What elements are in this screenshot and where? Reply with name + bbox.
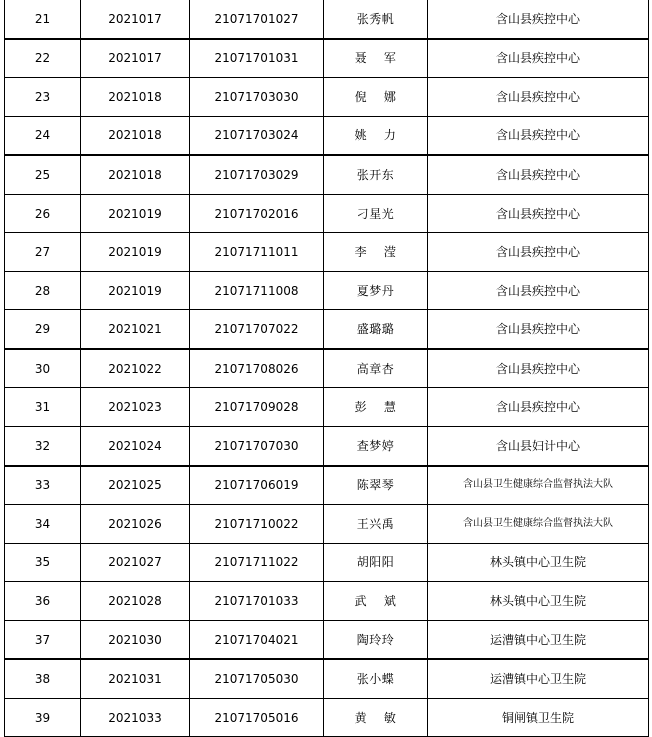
cell-exam-number: 21071707022 — [190, 310, 324, 349]
cell-unit: 含山县妇计中心 — [428, 427, 649, 466]
cell-exam-number: 21071710022 — [190, 505, 324, 544]
cell-exam-number: 21071703029 — [190, 155, 324, 194]
cell-exam-number: 21071709028 — [190, 388, 324, 427]
cell-position-code: 2021033 — [81, 698, 190, 737]
cell-exam-number: 21071705030 — [190, 659, 324, 698]
cell-no: 30 — [5, 349, 81, 388]
cell-unit: 含山县卫生健康综合监督执法大队 — [428, 466, 649, 505]
cell-unit: 含山县疾控中心 — [428, 271, 649, 310]
cell-unit: 林头镇中心卫生院 — [428, 543, 649, 582]
cell-unit: 含山县疾控中心 — [428, 194, 649, 233]
table-row — [5, 698, 649, 737]
cell-unit: 林头镇中心卫生院 — [428, 582, 649, 621]
cell-exam-number: 21071705016 — [190, 698, 324, 737]
cell-exam-number: 21071707030 — [190, 427, 324, 466]
cell-position-code: 2021018 — [81, 155, 190, 194]
table-row — [5, 310, 649, 349]
cell-exam-number: 21071701027 — [190, 0, 324, 39]
cell-position-code: 2021031 — [81, 659, 190, 698]
cell-position-code: 2021017 — [81, 0, 190, 39]
cell-exam-number: 21071702016 — [190, 194, 324, 233]
cell-unit: 含山县疾控中心 — [428, 349, 649, 388]
cell-position-code: 2021019 — [81, 271, 190, 310]
cell-position-code: 2021024 — [81, 427, 190, 466]
cell-no: 36 — [5, 582, 81, 621]
cell-unit: 含山县疾控中心 — [428, 0, 649, 39]
cell-name: 盛璐璐 — [324, 310, 428, 349]
table-row — [5, 271, 649, 310]
table-row — [5, 0, 649, 39]
cell-no: 34 — [5, 505, 81, 544]
cell-name: 倪 娜 — [324, 78, 428, 117]
table-row — [5, 427, 649, 466]
cell-exam-number: 21071708026 — [190, 349, 324, 388]
cell-position-code: 2021028 — [81, 582, 190, 621]
cell-name: 夏梦丹 — [324, 271, 428, 310]
table-row — [5, 116, 649, 155]
cell-exam-number: 21071711008 — [190, 271, 324, 310]
cell-no: 38 — [5, 659, 81, 698]
cell-unit: 含山县疾控中心 — [428, 39, 649, 78]
cell-no: 22 — [5, 39, 81, 78]
cell-name: 张小蝶 — [324, 659, 428, 698]
cell-exam-number: 21071703030 — [190, 78, 324, 117]
cell-position-code: 2021022 — [81, 349, 190, 388]
cell-unit: 运漕镇中心卫生院 — [428, 620, 649, 659]
table-row — [5, 194, 649, 233]
table-row — [5, 659, 649, 698]
cell-no: 31 — [5, 388, 81, 427]
cell-no: 29 — [5, 310, 81, 349]
cell-name: 陈翠琴 — [324, 466, 428, 505]
cell-position-code: 2021021 — [81, 310, 190, 349]
cell-no: 27 — [5, 233, 81, 272]
cell-unit: 含山县疾控中心 — [428, 116, 649, 155]
cell-name: 李 滢 — [324, 233, 428, 272]
cell-no: 23 — [5, 78, 81, 117]
table-row — [5, 505, 649, 544]
cell-position-code: 2021027 — [81, 543, 190, 582]
table-row — [5, 620, 649, 659]
cell-exam-number: 21071706019 — [190, 466, 324, 505]
cell-position-code: 2021019 — [81, 233, 190, 272]
cell-no: 37 — [5, 620, 81, 659]
candidate-table — [4, 0, 649, 737]
cell-no: 21 — [5, 0, 81, 39]
table-row — [5, 39, 649, 78]
cell-exam-number: 21071704021 — [190, 620, 324, 659]
cell-exam-number: 21071703024 — [190, 116, 324, 155]
cell-position-code: 2021018 — [81, 116, 190, 155]
cell-position-code: 2021019 — [81, 194, 190, 233]
cell-exam-number: 21071701031 — [190, 39, 324, 78]
cell-name: 胡阳阳 — [324, 543, 428, 582]
cell-position-code: 2021023 — [81, 388, 190, 427]
cell-unit: 含山县疾控中心 — [428, 78, 649, 117]
table-row — [5, 388, 649, 427]
cell-unit: 含山县疾控中心 — [428, 155, 649, 194]
cell-name: 张开东 — [324, 155, 428, 194]
cell-no: 28 — [5, 271, 81, 310]
cell-name: 陶玲玲 — [324, 620, 428, 659]
cell-name: 张秀帆 — [324, 0, 428, 39]
cell-unit: 铜闸镇卫生院 — [428, 698, 649, 737]
cell-name: 聂 军 — [324, 39, 428, 78]
cell-no: 33 — [5, 466, 81, 505]
cell-name: 姚 力 — [324, 116, 428, 155]
cell-no: 32 — [5, 427, 81, 466]
cell-name: 王兴禹 — [324, 505, 428, 544]
cell-position-code: 2021026 — [81, 505, 190, 544]
cell-exam-number: 21071711011 — [190, 233, 324, 272]
cell-unit: 含山县疾控中心 — [428, 388, 649, 427]
cell-exam-number: 21071701033 — [190, 582, 324, 621]
cell-position-code: 2021030 — [81, 620, 190, 659]
cell-no: 25 — [5, 155, 81, 194]
cell-no: 26 — [5, 194, 81, 233]
cell-name: 刁星光 — [324, 194, 428, 233]
table-row — [5, 349, 649, 388]
table-row — [5, 78, 649, 117]
cell-name: 武 斌 — [324, 582, 428, 621]
cell-no: 39 — [5, 698, 81, 737]
cell-unit: 含山县疾控中心 — [428, 233, 649, 272]
cell-unit: 运漕镇中心卫生院 — [428, 659, 649, 698]
cell-name: 查梦婷 — [324, 427, 428, 466]
table-row — [5, 233, 649, 272]
table-row — [5, 466, 649, 505]
cell-unit: 含山县疾控中心 — [428, 310, 649, 349]
table-row — [5, 543, 649, 582]
table-row — [5, 582, 649, 621]
cell-exam-number: 21071711022 — [190, 543, 324, 582]
cell-no: 35 — [5, 543, 81, 582]
cell-name: 高章杏 — [324, 349, 428, 388]
cell-name: 黄 敏 — [324, 698, 428, 737]
cell-no: 24 — [5, 116, 81, 155]
cell-position-code: 2021017 — [81, 39, 190, 78]
cell-unit: 含山县卫生健康综合监督执法大队 — [428, 505, 649, 544]
cell-position-code: 2021025 — [81, 466, 190, 505]
cell-position-code: 2021018 — [81, 78, 190, 117]
cell-name: 彭 慧 — [324, 388, 428, 427]
table-row — [5, 155, 649, 194]
